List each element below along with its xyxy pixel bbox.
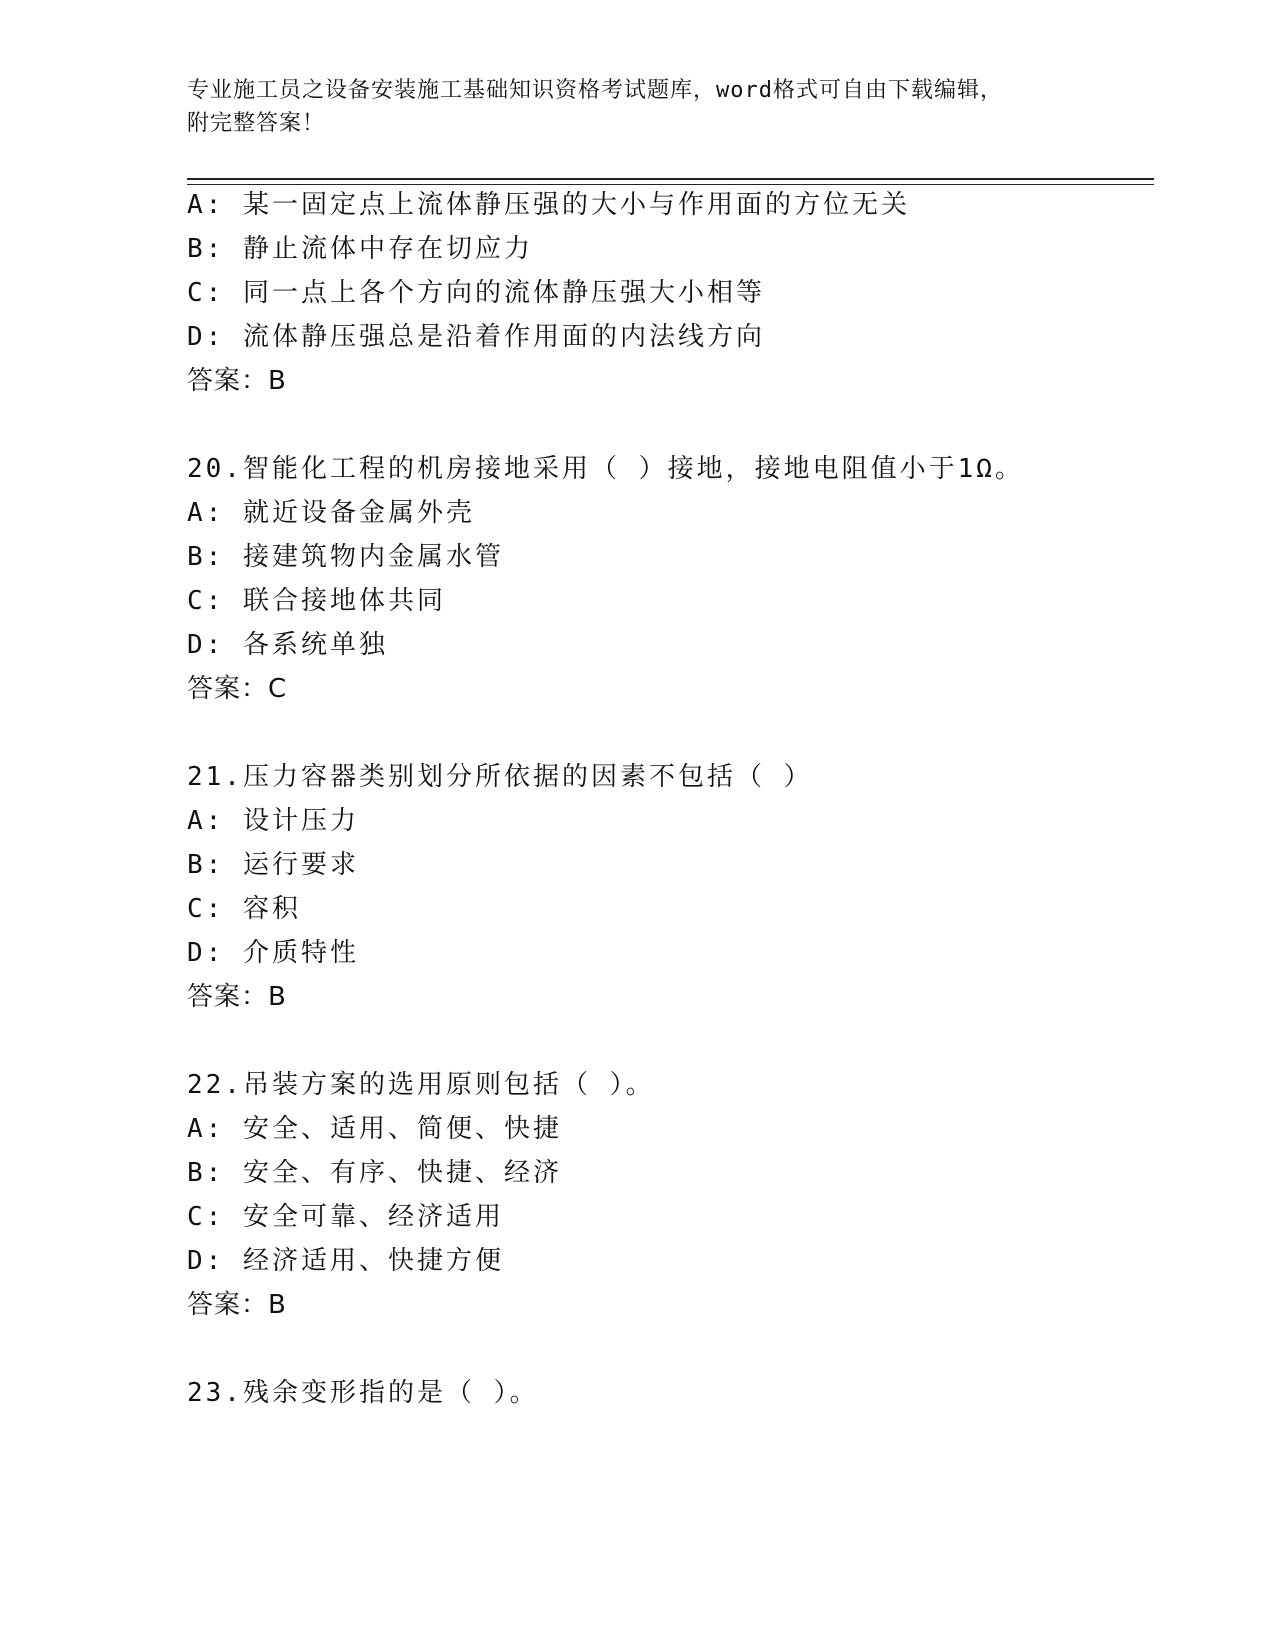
q20-answer: 答案：C	[187, 674, 288, 704]
q22-option-a: A: 安全、适用、简便、快捷	[187, 1114, 562, 1144]
q20-option-a: A: 就近设备金属外壳	[187, 498, 475, 528]
header-line-1: 专业施工员之设备安装施工基础知识资格考试题库，word格式可自由下载编辑，	[187, 78, 1003, 103]
q19-option-c: C: 同一点上各个方向的流体静压强大小相等	[187, 278, 765, 308]
q20-option-c: C: 联合接地体共同	[187, 586, 446, 616]
header-line-2: 附完整答案！	[187, 111, 326, 136]
q23-stem: 23.残余变形指的是（ ）。	[187, 1378, 539, 1408]
q19-option-a: A: 某一固定点上流体静压强的大小与作用面的方位无关	[187, 190, 910, 220]
header-divider-thick	[187, 178, 1154, 180]
q19-answer: 答案：B	[187, 366, 287, 396]
q22-option-b: B: 安全、有序、快捷、经济	[187, 1158, 562, 1188]
q21-option-b: B: 运行要求	[187, 850, 359, 880]
q20-option-d: D: 各系统单独	[187, 630, 388, 660]
q22-answer: 答案：B	[187, 1290, 287, 1320]
q20-stem: 20.智能化工程的机房接地采用（ ）接地，接地电阻值小于1Ω。	[187, 454, 1024, 484]
q21-option-a: A: 设计压力	[187, 806, 359, 836]
q21-answer: 答案：B	[187, 982, 287, 1012]
q19-option-d: D: 流体静压强总是沿着作用面的内法线方向	[187, 322, 765, 352]
q21-option-d: D: 介质特性	[187, 938, 359, 968]
q22-option-d: D: 经济适用、快捷方便	[187, 1246, 504, 1276]
document-header	[187, 74, 1087, 140]
q19-option-b: B: 静止流体中存在切应力	[187, 234, 533, 264]
q21-option-c: C: 容积	[187, 894, 301, 924]
header-divider-thin	[187, 184, 1154, 185]
q20-option-b: B: 接建筑物内金属水管	[187, 542, 504, 572]
q21-stem: 21.压力容器类别划分所依据的因素不包括（ ）	[187, 762, 813, 792]
q22-stem: 22.吊装方案的选用原则包括（ ）。	[187, 1070, 655, 1100]
q22-option-c: C: 安全可靠、经济适用	[187, 1202, 504, 1232]
